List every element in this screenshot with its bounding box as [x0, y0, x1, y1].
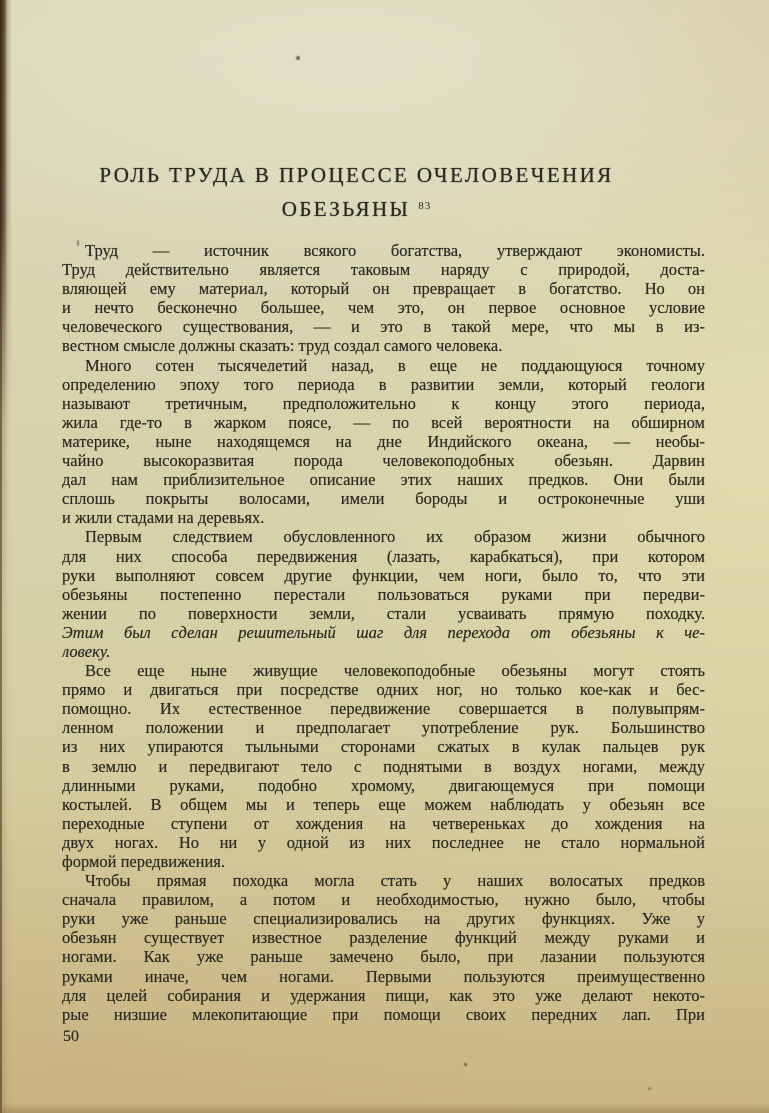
- text-line: обезьяны постепенно перестали пользоваться руками при передви-: [62, 584, 705, 604]
- text-line: сплошь покрыты волосами, имели бороды и остроконечные уши: [62, 489, 705, 509]
- text-line: материке, ныне находящемся на дне Индийского океана, — необы-: [62, 431, 705, 451]
- text-line: переходные ступени от хождения на четвереньках до хождения на: [62, 813, 705, 833]
- text-line: костылей. В общем мы и теперь еще можем наблюдать у обезьян все: [62, 794, 705, 814]
- text-line: для целей собирания и удержания пищи, как это уже делают некото-: [62, 985, 705, 1005]
- scan-speck: [464, 1063, 467, 1066]
- scan-speck: [296, 56, 300, 60]
- text-line: руки уже раньше специализировались на других функциях. Уже у: [62, 909, 705, 929]
- body-text: [62, 241, 705, 1024]
- chapter-title: [62, 160, 705, 225]
- scan-speck: [648, 1087, 651, 1090]
- text-line: ловеку.: [62, 641, 111, 661]
- text-line: сначала правилом, а потом и необходимостью, нужно было, чтобы: [62, 890, 705, 910]
- text-line: жила где-то в жарком поясе, — по всей вероятности на обширном: [62, 412, 705, 432]
- text-line: Труд действительно является таковым наряду с природой, доста-: [62, 260, 705, 280]
- text-line: помощно. Их естественное передвижение совершается в полувыпрям-: [62, 699, 705, 719]
- text-line: вляющей ему материал, который он превращает в богатство. Но он: [62, 279, 705, 299]
- text-line: формой передвижения.: [62, 852, 225, 871]
- page-bottom-edge-shadow: [0, 1103, 769, 1113]
- text-line: для них способа передвижения (лазать, карабкаться), при котором: [62, 546, 705, 566]
- text-line: чайно высокоразвитая порода человекоподобных обезьян. Дарвин: [62, 451, 705, 471]
- text-line: называют третичным, предположительно к концу этого периода,: [62, 393, 705, 413]
- chapter-title-line1: РОЛЬ ТРУДА В ПРОЦЕССЕ ОЧЕЛОВЕЧЕНИЯ: [99, 163, 614, 187]
- text-line: и жили стадами на деревьях.: [62, 508, 265, 528]
- text-line: обезьян существует известное разделение функций между руками и: [62, 928, 705, 948]
- text-line: человеческого существования, — и это в такой мере, что мы в из-: [62, 317, 705, 337]
- text-line: в землю и передвигают тело с поднятыми в воздух ногами, между: [62, 756, 705, 776]
- text-line: руками иначе, чем ногами. Первыми пользуются преимущественно: [62, 966, 705, 986]
- text-line: длинными руками, подобно хромому, двигающемуся при помощи: [62, 775, 705, 795]
- text-line: Чтобы прямая походка могла стать у наших волосатых предков: [85, 871, 705, 891]
- text-line: дал нам приблизительное описание этих наших предков. Они были: [62, 470, 705, 490]
- footnote-reference: 83: [418, 200, 432, 212]
- page-left-edge-line: [0, 0, 2, 1113]
- text-line: определению эпоху того периода в развитии земли, который геологи: [62, 374, 705, 394]
- text-line: прямо и двигаться при посредстве одних ног, но только кое-как и бес-: [62, 680, 705, 700]
- text-line: Все еще ныне живущие человекоподобные обезьяны могут стоять: [85, 661, 705, 681]
- text-line: рые низшие млекопитающие при помощи своих передних лап. При: [62, 1004, 705, 1024]
- text-line: Этим был сделан решительный шаг для перехода от обезьяны к че-: [62, 622, 705, 642]
- page-number: 50: [63, 1028, 79, 1045]
- text-line: жении по поверхности земли, стали усваивать прямую походку.: [62, 603, 705, 623]
- text-line: ленном положении и предполагает употребление рук. Большинство: [62, 718, 705, 738]
- text-line: руки выполняют совсем другие функции, чем ноги, было то, что эти: [62, 565, 705, 585]
- text-line: Много сотен тысячелетий назад, в еще не поддающуюся точному: [85, 355, 705, 375]
- text-line: Первым следствием обусловленного их образом жизни обычного: [85, 527, 705, 547]
- text-line: вестном смысле должны сказать: труд создал самого человека.: [62, 336, 503, 356]
- text-line: из них упираются тыльными сторонами сжатых в кулак пальцев рук: [62, 737, 705, 757]
- text-block: [62, 160, 705, 1024]
- text-line: двух ногах. Но ни у одной из них последнее не стало нормальной: [62, 832, 705, 852]
- text-line: Труд — источник всякого богатства, утверждают экономисты.: [85, 241, 705, 260]
- text-line: ногами. Как уже раньше замечено было, при лазании пользуются: [62, 947, 705, 967]
- chapter-title-line2: ОБЕЗЬЯНЫ $^{83}$: [281, 197, 432, 221]
- text-line: и нечто бесконечно большее, чем это, он первое основное условие: [62, 298, 705, 318]
